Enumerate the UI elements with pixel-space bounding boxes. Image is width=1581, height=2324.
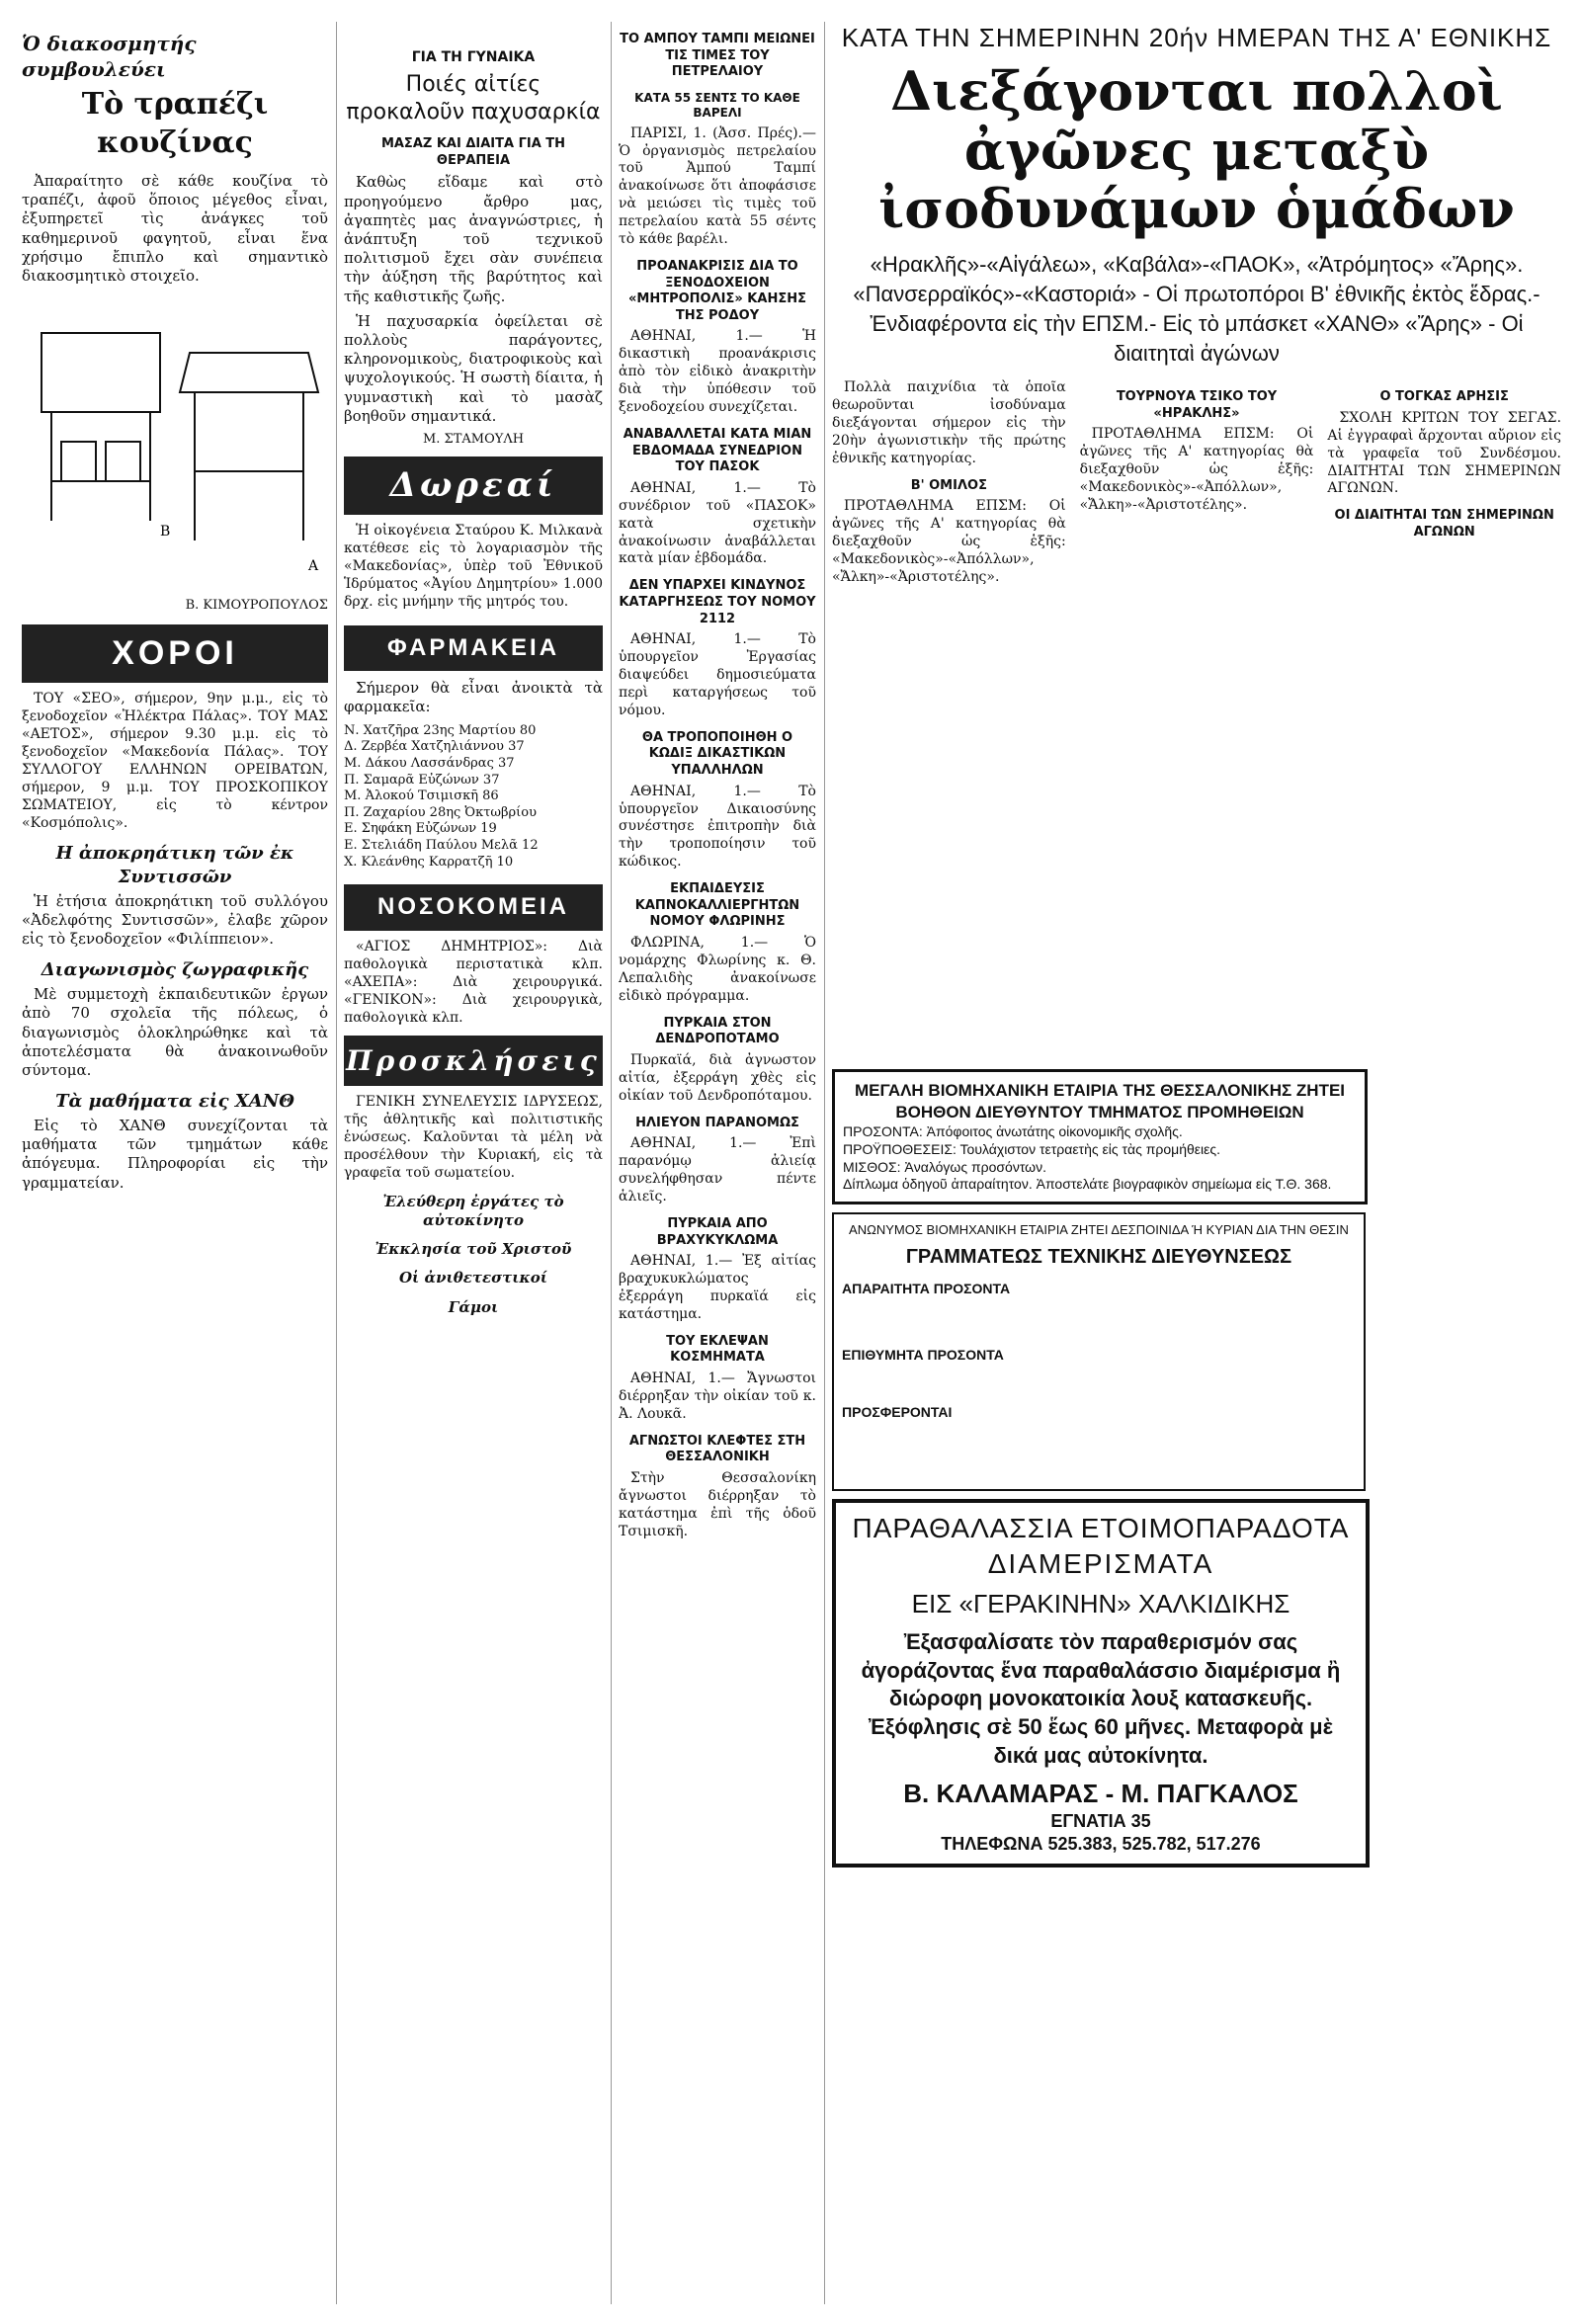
job-ad-title: ΜΕΓΑΛΗ ΒΙΟΜΗΧΑΝΙΚΗ ΕΤΑΙΡΙΑ ΤΗΣ ΘΕΣΣΑΛΟΝΙΚΗΣ ΖΗΤΕΙ ΒΟΗΘΟΝ ΔΙΕΥΘΥΝΤΟΥ ΤΜΗΜΑΤΟΣ ΠΡΟΜΗΘΕΙΩΝ (854, 1081, 1346, 1121)
pharmacy-entry: Ε. Σηφάκη Εὐζώνων 19 (344, 821, 497, 837)
job-ad-detail: ΜΙΣΘΟΣ: Ἀναλόγως προσόντων. (843, 1158, 1046, 1175)
article-body: Καθὼς εἴδαμε καὶ στὸ προηγούμενο ἄρθρο μας, ἀγαπητὲς μας ἀναγνώστριες, ἡ ἀνάπτυξη τοῦ τεχνικοῦ πολιτισμοῦ ἔχει σὰν συνέπεια τὴν ἀύξηση τῆς βαρύτητος καὶ τῆς καθιστικῆς ζωῆς. (344, 173, 603, 305)
sports-subheading: Β' ΟΜΙΛΟΣ (910, 477, 987, 493)
real-estate-subtitle: ΔΙΑΜΕΡΙΣΜΑΤΑ (987, 1548, 1214, 1580)
real-estate-location: ΕΙΣ «ΓΕΡΑΚΙΝΗΝ» ΧΑΛΚΙΔΙΚΗΣ (911, 1588, 1290, 1618)
article-title: ΑΝΑΒΑΛΛΕΤΑΙ ΚΑΤΑ ΜΙΑΝ ΕΒΔΟΜΑΔΑ ΣΥΝΕΔΡΙΟΝ ΤΟΥ ΠΑΣΟΚ (623, 426, 812, 475)
sports-body-columns (832, 379, 1561, 1061)
sports-kicker: ΚΑΤΑ ΤΗΝ ΣΗΜΕΡΙΝΗΝ 20ήν ΗΜΕΡΑΝ ΤΗΣ Α' ΕΘΝΙΚΗΣ (841, 23, 1552, 52)
real-estate-title: ΠΑΡΑΘΑΛΑΣΣΙΑ ΕΤΟΙΜΟΠΑΡΑΔΟΤΑ (852, 1513, 1350, 1544)
article-title: Ποιές αἰτίες προκαλοῦν παχυσαρκία (346, 71, 601, 125)
section-body: Εἰς τὸ ΧΑΝΘ συνεχίζονται τὰ μαθήματα τῶν τμημάτων κάθε ἀπόγευμα. Πληροφορίαι εἰς τὴν γραμματείαν. (22, 1117, 328, 1192)
article-title: ΑΓΝΩΣΤΟΙ ΚΛΕΦΤΕΣ ΣΤΗ ΘΕΣΣΑΛΟΝΙΚΗ (628, 1433, 806, 1465)
section-heading: Γάμοι (448, 1297, 499, 1316)
sports-deck: «Ηρακλῆς»-«Αἰγάλεω», «Καβάλα»-«ΠΑΟΚ», «Ἀτρόμητος» «Ἄρης». «Πανσερραϊκός»-«Καστοριά» - Οἱ πρωτοπόροι Β' ἐθνικῆς ἐκτὸς ἕδρας.- Ἐνδιαφέροντα εἰς τὴν ΕΠΣΜ.- Εἰς τὸ μπάσκετ «ΧΑΝΘ» «Ἄρης» - Οἱ διαιτηταὶ ἀγώνων (853, 252, 1540, 366)
article-body: ΑΘΗΝΑΙ, 1.— Ἡ δικαστικὴ προανάκρισις ἀπὸ τὸν εἰδικὸ ἀνακριτὴν διὰ τὴν ὑπόθεσιν τοῦ ξενοδοχείου συνεχίζεται. (619, 328, 816, 416)
section-heading: Τὰ μαθήματα εἰς ΧΑΝΘ (55, 1091, 294, 1113)
article-title: ΕΚΠΑΙΔΕΥΣΙΣ ΚΑΠΝΟΚΑΛΛΙΕΡΓΗΤΩΝ ΝΟΜΟΥ ΦΛΩΡΙΝΗΣ (634, 881, 800, 930)
gifts-body: Ἡ οἰκογένεια Σταύρου Κ. Μιλκανὰ κατέθεσε εἰς τὸ λογαριασμὸν τῆς «Μακεδονίας», ὑπὲρ τοῦ Ἐθνικοῦ Ἱδρύματος «Ἀγίου Δημητρίου» 1.000 δρχ. εἰς μνήμην τῆς μητρός του. (344, 523, 603, 610)
real-estate-body: Ἐξασφαλίσατε τὸν παραθερισμόν σας ἀγοράζοντας ἕνα παραθαλάσσιο διαμέρισμα ἢ διώροφη μονοκατοικία λουξ κατασκευῆς. Ἐξόφλησις σὲ 50 ἕως 60 μῆνες. Μεταφορὰ μὲ δικά μας αὐτοκίνητα. (861, 1629, 1341, 1768)
section-banner-invitations: Προσκλήσεις (344, 1036, 603, 1087)
article-title: ΠΥΡΚΑΙΑ ΑΠΟ ΒΡΑΧΥΚΥΚΛΩΜΑ (656, 1215, 779, 1248)
job-ad-detail: ΠΡΟΣΟΝΤΑ: Ἀπόφοιτος ἀνωτάτης οἰκονομικῆς σχολῆς. (843, 1122, 1183, 1139)
real-estate-ad (832, 1499, 1370, 1868)
pharmacy-entry: Ε. Στελιάδη Παύλου Μελᾶ 12 (344, 838, 539, 854)
column-2 (344, 22, 603, 2304)
real-estate-address: ΕΓΝΑΤΙΑ 35 (1050, 1811, 1151, 1832)
article-kicker: Ὁ διακοσμητής συμβουλεύει (22, 32, 197, 81)
article-body: ΑΘΗΝΑΙ, 1.— Ἐξ αἰτίας βραχυκυκλώματος ἐξερράγη πυρκαϊά εἰς κατάστημα. (619, 1253, 816, 1322)
article-byline: Β. ΚΙΜΟΥΡΟΠΟΥΛΟΣ (185, 598, 328, 614)
article-body: ΑΘΗΝΑΙ, 1.— Τὸ συνέδριον τοῦ «ΠΑΣΟΚ» κατὰ σχετικὴν ἀνακοίνωσιν ἀναβάλλεται κατὰ μίαν ἑβδομάδα. (619, 479, 816, 567)
section-body: Ἡ ἐτήσια ἀποκρηάτικη τοῦ συλλόγου «Ἀδελφότης Συντισσῶν», ἐλαβε χῶρον εἰς τὸ ξενοδοχεῖον «Φιλίππειον». (22, 891, 328, 948)
article-body: Στὴν Θεσσαλονίκη ἄγνωστοι διέρρηξαν τὸ κατάστημα ἐπὶ τῆς ὁδοῦ Τσιμισκῆ. (619, 1470, 816, 1539)
kitchen-table-figure (22, 293, 328, 590)
article-title: ΤΟΥ ΕΚΛΕΨΑΝ ΚΟΣΜΗΜΑΤΑ (666, 1333, 769, 1366)
article-subtitle: ΚΑΤΑ 55 ΣΕΝΤΣ ΤΟ ΚΑΘΕ ΒΑΡΕΛΙ (634, 90, 800, 121)
pharmacy-entry: Π. Σαμαρᾶ Εὐζώνων 37 (344, 772, 500, 788)
sports-paragraph: Πολλὰ παιχνίδια τὰ ὁποῖα θεωροῦνται ἰσοδύναμα διεξάγονται σήμερον εἰς τὴν 20ὴν ἀγωνιστικὴν τῆς πρώτης ἐθνικῆς κατηγορίας. (832, 379, 1066, 466)
figure-label-b: Β (160, 524, 171, 540)
article-body: ΠΑΡΙΣΙ, 1. (Ἀσσ. Πρές).— Ὁ ὀργανισμὸς πετρελαίου τοῦ Ἀμπού Ταμπί ἀνακοίνωσε ὅτι ἀποφάσισε νὰ μειώσει τὶς τιμὲς τοῦ πετρελαίου κατὰ 55 σέντς τὸ κάθε βαρέλι. (619, 124, 816, 248)
real-estate-company: Β. ΚΑΛΑΜΑΡΑΣ - Μ. ΠΑΓΚΑΛΟΣ (903, 1779, 1298, 1809)
hospitals-body: «ΑΓΙΟΣ ΔΗΜΗΤΡΙΟΣ»: Διὰ παθολογικὰ περιστατικὰ κλπ. «ΑΧΕΠΑ»: Διὰ χειρουργικά. «ΓΕΝΙΚΟΝ»: Διὰ χειρουργικὰ, παθολογικὰ κλπ. (344, 939, 603, 1026)
article-body: ΑΘΗΝΑΙ, 1.— Τὸ ὑπουργεῖον Δικαιοσύνης συνέστησε ἐπιτροπὴν διὰ τὴν τροποποίησιν τοῦ κώδικος. (619, 783, 816, 871)
section-heading: Η ἀποκρηάτικη τῶν ἐκ Συντισσῶν (55, 843, 294, 887)
section-banner-gifts: Δωρεαί (344, 456, 603, 516)
article-title: ΗΛΙΕΥΟΝ ΠΑΡΑΝΟΜΩΣ (635, 1115, 799, 1130)
article-body: Ἡ παχυσαρκία ὀφείλεται σὲ πολλοὺς παράγοντες, κληρονομικοὺς, διατροφικοὺς καὶ ψυχολογικούς. Ἡ σωστὴ δίαιτα, ἡ γυμναστικὴ καὶ τὸ μασὰζ βοηθοῦν σημαντικά. (344, 311, 603, 425)
article-kicker: ΓΙΑ ΤΗ ΓΥΝΑΙΚΑ (411, 49, 536, 65)
section-banner-pharmacies: ΦΑΡΜΑΚΕΙΑ (344, 625, 603, 672)
sports-subheading: ΤΟΥΡΝΟΥΑ ΤΣΙΚΟ ΤΟΥ «ΗΡΑΚΛΗΣ» (1116, 389, 1278, 421)
article-body: Πυρκαϊά, διὰ ἀγνωστον αἰτία, ἐξερράγη χθὲς εἰς οἰκίαν τοῦ Δενδροπόταμου. (619, 1051, 816, 1104)
dances-listing: ΤΟΥ «ΣΕΟ», σήμερον, 9ην μ.μ., εἰς τὸ ξενοδοχεῖον «Ἠλέκτρα Πάλας». ΤΟΥ ΜΑΣ «ΑΕΤΟΣ», σήμερον 9.30 μ.μ. εἰς τὸ ξενοδοχεῖον «Μακεδονία Πάλας». ΤΟΥ ΣΥΛΛΟΓΟΥ ΕΛΛΗΝΩΝ ΟΡΕΙΒΑΤΩΝ, σήμερον, 9 μ.μ. ΤΟΥ ΠΡΟΣΚΟΠΙΚΟΥ ΣΩΜΑΤΕΙΟΥ, εἰς τὸ κέντρον «Κοσμόπολις». (22, 691, 328, 831)
real-estate-phones: ΤΗΛΕΦΩΝΑ 525.383, 525.782, 517.276 (941, 1834, 1261, 1855)
sports-paragraph: ΠΡΟΤΑΘΛΗΜΑ ΕΠΣΜ: Οἱ ἀγῶνες τῆς Α' κατηγορίας θὰ διεξαχθοῦν ὡς ἑξῆς: «Μακεδονικὸς»-«Ἀπόλλων», «Ἄλκη»-«Ἀριστοτέλης». (1079, 426, 1314, 514)
sports-paragraph: ΣΧΟΛΗ ΚΡΙΤΩΝ ΤΟΥ ΣΕΓΑΣ. Αἱ ἐγγραφαὶ ἄρχονται αὔριον εἰς τὰ γραφεῖα τοῦ Συνδέσμου. ΔΙΑΙΤΗΤΑΙ ΤΩΝ ΣΗΜΕΡΙΝΩΝ ΑΓΩΝΩΝ. (1327, 409, 1561, 497)
article-body: ΑΘΗΝΑΙ, 1.— Ἄγνωστοι διέρρηξαν τὴν οἰκίαν τοῦ κ. Ἀ. Λουκᾶ. (619, 1370, 816, 1422)
column-3 (619, 22, 816, 2304)
job-ad-detail: ΠΡΟΫΠΟΘΕΣΕΙΣ: Τουλάχιστον τετραετὴς εἰς τὰς προμήθειες. (843, 1140, 1221, 1157)
pharmacy-entry: Π. Ζαχαρίου 28ης Ὀκτωβρίου (344, 804, 537, 820)
article-title: ΠΡΟΑΝΑΚΡΙΣΙΣ ΔΙΑ ΤΟ ΞΕΝΟΔΟΧΕΙΟΝ «ΜΗΤΡΟΠΟΛΙΣ» ΚΑΗΣΗΣ ΤΗΣ ΡΟΔΟΥ (628, 258, 806, 323)
figure-label-a: Α (308, 558, 319, 575)
job-ad-detail: Δίπλωμα ὁδηγοῦ ἀπαραίτητον. Ἀποστελάτε βιογραφικὸν σημείωμα εἰς Τ.Θ. 368. (843, 1176, 1332, 1193)
section-heading: Οἱ ἀνιθετεστικοί (398, 1269, 547, 1287)
invitations-body: ΓΕΝΙΚΗ ΣΥΝΕΛΕΥΣΙΣ ΙΔΡΥΣΕΩΣ, τῆς ἀθλητικῆς καὶ πολιτιστικῆς ἑνώσεως. Καλοῦνται τὰ μέλη νὰ προσέλθουν τὴν Κυριακή, εἰς τὰ γραφεῖα τοῦ σωματείου. (344, 1094, 603, 1181)
job-ad-2 (832, 1212, 1366, 1491)
pharmacy-entry: Ν. Χατζῆρα 23ης Μαρτίου 80 (344, 722, 537, 738)
sports-column (1327, 379, 1561, 1061)
article-title: ΠΥΡΚΑΙΑ ΣΤΟΝ ΔΕΝΔΡΟΠΟΤΑΜΟ (655, 1015, 780, 1047)
article-title: Τὸ τραπέζι κουζίνας (81, 87, 269, 160)
sports-subheading: ΟΙ ΔΙΑΙΤΗΤΑΙ ΤΩΝ ΣΗΜΕΡΙΝΩΝ ΑΓΩΝΩΝ (1334, 508, 1554, 540)
sports-headline: Διεξάγονται πολλοὶ ἀγῶνες μεταξὺ ἰσοδυνάμων ὁμάδων (878, 59, 1515, 241)
pharmacy-entry: Μ. Ἀλοκού Τσιμισκῆ 86 (344, 788, 499, 804)
article-byline: Μ. ΣΤΑΜΟΥΛΗ (422, 431, 525, 447)
job-ad-company: ΑΝΩΝΥΜΟΣ ΒΙΟΜΗΧΑΝΙΚΗ ΕΤΑΙΡΙΑ ΖΗΤΕΙ ΔΕΣΠΟΙΝΙΔΑ Ή ΚΥΡΙΑΝ ΔΙΑ ΤΗΝ ΘΕΣΙΝ (849, 1222, 1349, 1238)
section-heading: Ἐκκλησία τοῦ Χριστοῦ (374, 1240, 572, 1259)
pharmacy-entry: Μ. Δάκου Λασσάνδρας 37 (344, 755, 515, 771)
job-ad-section: ΕΠΙΘΥΜΗΤΑ ΠΡΟΣΟΝΤΑ (842, 1347, 1004, 1364)
pharmacies-intro: Σήμερον θὰ εἶναι ἀνοικτὰ τὰ φαρμακεῖα: (344, 679, 603, 716)
article-body: ΦΛΩΡΙΝΑ, 1.— Ὁ νομάρχης Φλωρίνης κ. Θ. Λεπαλιδὴς ἀνακοίνωσε εἰδικὸ πρόγραμμα. (619, 935, 816, 1004)
sports-column (1080, 379, 1314, 1061)
article-title: ΘΑ ΤΡΟΠΟΠΟΙΗΘΗ Ο ΚΩΔΙΞ ΔΙΚΑΣΤΙΚΩΝ ΥΠΑΛΛΗΛΩΝ (641, 729, 793, 779)
section-heading: Διαγωνισμὸς ζωγραφικῆς (41, 959, 309, 981)
section-banner-dances: ΧΟΡΟΙ (22, 624, 328, 684)
job-ad-section: ΠΡΟΣΦΕΡΟΝΤΑΙ (842, 1404, 953, 1421)
job-ad-section: ΑΠΑΡΑΙΤΗΤΑ ΠΡΟΣΟΝΤΑ (842, 1280, 1011, 1296)
article-body: ΑΘΗΝΑΙ, 1.— Τὸ ὑπουργεῖον Ἐργασίας διαψεύδει δημοσιεύματα περὶ καταργήσεως τοῦ νόμου. (619, 631, 816, 718)
article-body: ΑΘΗΝΑΙ, 1.— Ἐπὶ παρανόμῳ ἁλιείᾳ συνελήφθησαν πέντε ἁλιεῖς. (619, 1135, 816, 1204)
article-title: ΤΟ ΑΜΠΟΥ ΤΑΜΠΙ ΜΕΙΩΝΕΙ ΤΙΣ ΤΙΜΕΣ ΤΟΥ ΠΕΤΡΕΛΑΙΟΥ (620, 32, 815, 80)
sports-column (832, 379, 1066, 1061)
pharmacy-entry: Χ. Κλεάνθης Καρρατζῆ 10 (344, 854, 514, 870)
section-banner-hospitals: ΝΟΣΟΚΟΜΕΙΑ (344, 884, 603, 931)
kitchen-table-illustration (22, 293, 328, 590)
article-subtitle: ΜΑΣΑΖ ΚΑΙ ΔΙΑΙΤΑ ΓΙΑ ΤΗ ΘΕΡΑΠΕΙΑ (380, 136, 566, 168)
sports-section (832, 22, 1561, 2304)
section-body: Μὲ συμμετοχὴ ἐκπαιδευτικῶν ἐργων ἀπὸ 70 σχολεῖα τῆς πόλεως, ὁ διαγωνισμὸς ὁλοκληρώθηκε καὶ τὰ ἀποτελέσματα θὰ ἀνακοινωθοῦν σύντομα. (22, 985, 328, 1079)
sports-paragraph: ΠΡΟΤΑΘΛΗΜΑ ΕΠΣΜ: Οἱ ἀγῶνες τῆς Α' κατηγορίας θὰ διεξαχθοῦν ὡς ἑξῆς: «Μακεδονικὸς»-«Ἀπόλλων», «Ἄλκη»-«Ἀριστοτέλης». (832, 498, 1066, 585)
article-title: ΔΕΝ ΥΠΑΡΧΕΙ ΚΙΝΔΥΝΟΣ ΚΑΤΑΡΓΗΣΕΩΣ ΤΟΥ ΝΟΜΟΥ 2112 (619, 578, 816, 626)
pharmacy-list (344, 723, 603, 872)
sports-subheading: Ο ΤΟΓΚΑΣ ΑΡΗΣΙΣ (1379, 389, 1509, 405)
job-ad-1 (832, 1069, 1368, 1204)
column-1 (22, 22, 328, 2304)
article-intro: Ἀπαραίτητο σὲ κάθε κουζίνα τὸ τραπέζι, ἀφοῦ ὅποιος μέγεθος εἶναι, ἐξυπηρετεῖ τὶς ἀνάγκες τοῦ καθημερινοῦ φαγητοῦ, εἶναι ἕνα χρήσιμο ἔπιπλο καὶ σημαντικὸ διακοσμητικὸ στοιχεῖο. (22, 171, 328, 285)
pharmacy-entry: Δ. Ζερβέα Χατζηλιάννου 37 (344, 739, 525, 755)
section-heading: Ἐλεύθερη ἐργάτες τὸ αὐτοκίνητο (382, 1192, 564, 1230)
job-ad-title: ΓΡΑΜΜΑΤΕΩΣ ΤΕΧΝΙΚΗΣ ΔΙΕΥΘΥΝΣΕΩΣ (905, 1245, 1292, 1268)
